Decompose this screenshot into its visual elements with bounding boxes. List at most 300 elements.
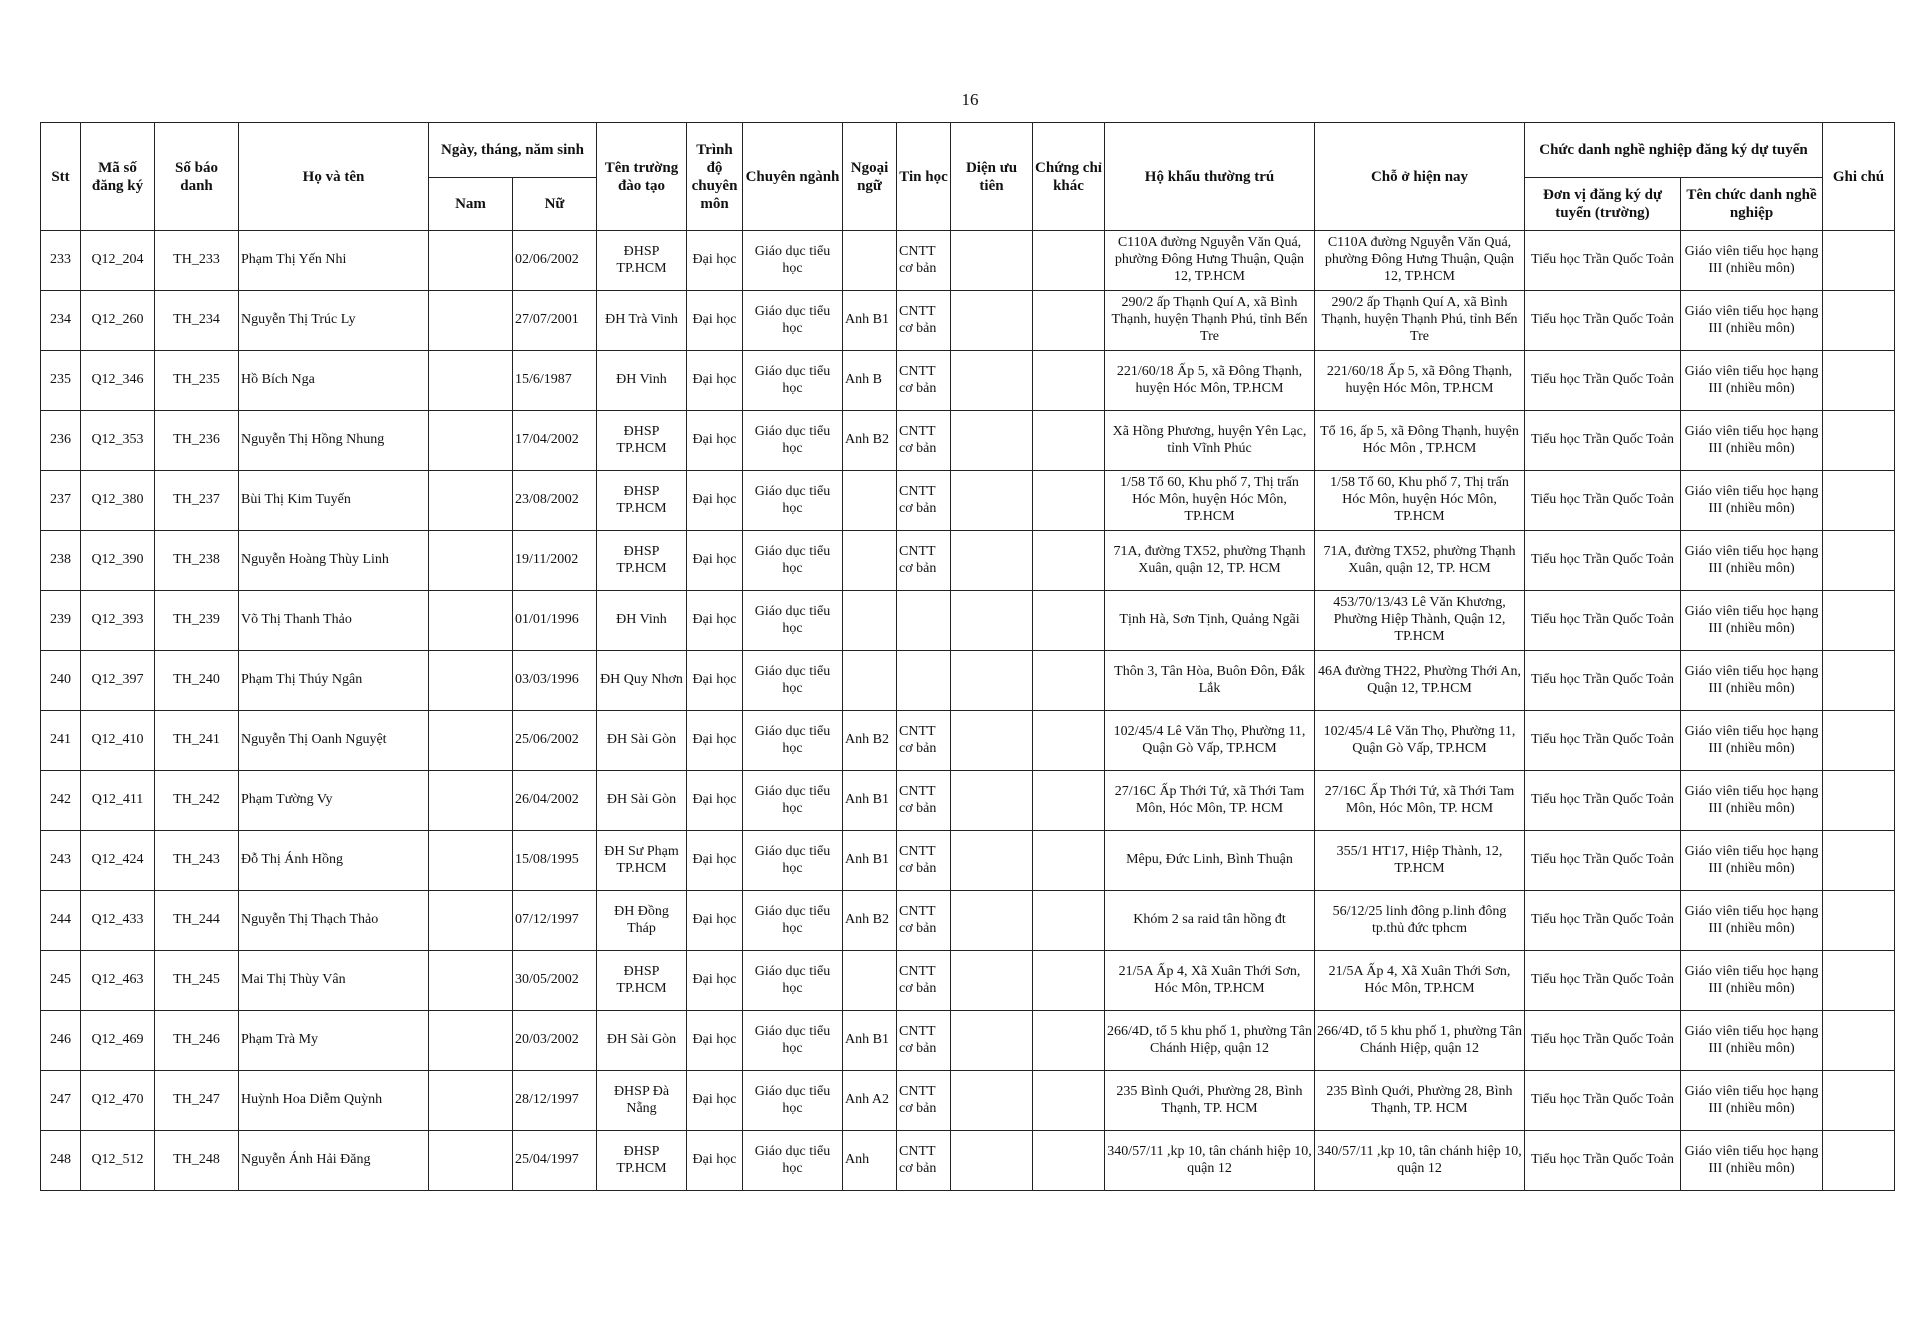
ngoai-ngu-cell: Anh B2	[843, 711, 897, 771]
don-vi-cell: Tiểu học Trần Quốc Toản	[1525, 471, 1681, 531]
don-vi-cell: Tiểu học Trần Quốc Toản	[1525, 411, 1681, 471]
ho-ten-cell: Đỗ Thị Ánh Hồng	[239, 831, 429, 891]
header-chung-chi: Chứng chỉ khác	[1033, 123, 1105, 231]
don-vi-cell: Tiểu học Trần Quốc Toản	[1525, 531, 1681, 591]
tin-hoc-cell: CNTT cơ bản	[897, 231, 951, 291]
chuyen-nganh-cell: Giáo dục tiểu học	[743, 1131, 843, 1191]
nu-cell: 01/01/1996	[513, 591, 597, 651]
dien-uu-tien-cell	[951, 651, 1033, 711]
so-bao-danh-cell: TH_242	[155, 771, 239, 831]
don-vi-cell: Tiểu học Trần Quốc Toản	[1525, 231, 1681, 291]
so-bao-danh-cell: TH_236	[155, 411, 239, 471]
header-ho-khau: Hộ khẩu thường trú	[1105, 123, 1315, 231]
nam-cell	[429, 651, 513, 711]
nu-cell: 27/07/2001	[513, 291, 597, 351]
chuyen-nganh-cell: Giáo dục tiểu học	[743, 1011, 843, 1071]
nu-cell: 15/6/1987	[513, 351, 597, 411]
stt-cell: 246	[41, 1011, 81, 1071]
header-nam: Nam	[429, 178, 513, 231]
trinh-do-cell: Đại học	[687, 951, 743, 1011]
stt-cell: 239	[41, 591, 81, 651]
stt-cell: 233	[41, 231, 81, 291]
ho-khau-cell: C110A đường Nguyễn Văn Quá, phường Đông Hưng Thuận, Quận 12, TP.HCM	[1105, 231, 1315, 291]
cho-o-cell: 340/57/11 ,kp 10, tân chánh hiệp 10, quận 12	[1315, 1131, 1525, 1191]
nam-cell	[429, 951, 513, 1011]
stt-cell: 242	[41, 771, 81, 831]
dien-uu-tien-cell	[951, 831, 1033, 891]
tin-hoc-cell: CNTT cơ bản	[897, 1011, 951, 1071]
dien-uu-tien-cell	[951, 711, 1033, 771]
dien-uu-tien-cell	[951, 351, 1033, 411]
nu-cell: 26/04/2002	[513, 771, 597, 831]
table-row	[41, 411, 1895, 471]
chung-chi-cell	[1033, 351, 1105, 411]
stt-cell: 235	[41, 351, 81, 411]
cho-o-cell: 453/70/13/43 Lê Văn Khương, Phường Hiệp Thành, Quận 12, TP.HCM	[1315, 591, 1525, 651]
chuyen-nganh-cell: Giáo dục tiểu học	[743, 651, 843, 711]
table-row	[41, 1011, 1895, 1071]
so-bao-danh-cell: TH_239	[155, 591, 239, 651]
ghi-chu-cell	[1823, 651, 1895, 711]
header-ma-so: Mã số đăng ký	[81, 123, 155, 231]
truong-cell: ĐH Sư Phạm TP.HCM	[597, 831, 687, 891]
cho-o-cell: 355/1 HT17, Hiệp Thành, 12, TP.HCM	[1315, 831, 1525, 891]
ho-khau-cell: Thôn 3, Tân Hòa, Buôn Đôn, Đắk Lắk	[1105, 651, 1315, 711]
nam-cell	[429, 351, 513, 411]
chung-chi-cell	[1033, 591, 1105, 651]
dien-uu-tien-cell	[951, 291, 1033, 351]
header-nu: Nữ	[513, 178, 597, 231]
ngoai-ngu-cell: Anh	[843, 1131, 897, 1191]
chuyen-nganh-cell: Giáo dục tiểu học	[743, 891, 843, 951]
truong-cell: ĐHSP TP.HCM	[597, 471, 687, 531]
chuyen-nganh-cell: Giáo dục tiểu học	[743, 411, 843, 471]
ma-so-cell: Q12_353	[81, 411, 155, 471]
ho-khau-cell: 221/60/18 Ấp 5, xã Đông Thạnh, huyện Hóc Môn, TP.HCM	[1105, 351, 1315, 411]
chung-chi-cell	[1033, 771, 1105, 831]
chuyen-nganh-cell: Giáo dục tiểu học	[743, 771, 843, 831]
ma-so-cell: Q12_260	[81, 291, 155, 351]
ma-so-cell: Q12_393	[81, 591, 155, 651]
header-ghi-chu: Ghi chú	[1823, 123, 1895, 231]
chuyen-nganh-cell: Giáo dục tiểu học	[743, 351, 843, 411]
table-row	[41, 531, 1895, 591]
nu-cell: 25/06/2002	[513, 711, 597, 771]
header-chuc-danh: Chức danh nghề nghiệp đăng ký dự tuyển	[1525, 123, 1823, 178]
chung-chi-cell	[1033, 891, 1105, 951]
ghi-chu-cell	[1823, 831, 1895, 891]
header-tin-hoc: Tin học	[897, 123, 951, 231]
ho-khau-cell: 1/58 Tổ 60, Khu phố 7, Thị trấn Hóc Môn, huyện Hóc Môn, TP.HCM	[1105, 471, 1315, 531]
header-stt: Stt	[41, 123, 81, 231]
ho-ten-cell: Phạm Thị Thúy Ngân	[239, 651, 429, 711]
chung-chi-cell	[1033, 1131, 1105, 1191]
cho-o-cell: 266/4D, tổ 5 khu phố 1, phường Tân Chánh Hiệp, quận 12	[1315, 1011, 1525, 1071]
ho-khau-cell: Xã Hồng Phương, huyện Yên Lạc, tỉnh Vĩnh Phúc	[1105, 411, 1315, 471]
chuc-danh-cell: Giáo viên tiểu học hạng III (nhiều môn)	[1681, 711, 1823, 771]
chuc-danh-cell: Giáo viên tiểu học hạng III (nhiều môn)	[1681, 891, 1823, 951]
truong-cell: ĐHSP TP.HCM	[597, 411, 687, 471]
truong-cell: ĐHSP TP.HCM	[597, 531, 687, 591]
table-row	[41, 591, 1895, 651]
ho-khau-cell: 71A, đường TX52, phường Thạnh Xuân, quận 12, TP. HCM	[1105, 531, 1315, 591]
chuc-danh-cell: Giáo viên tiểu học hạng III (nhiều môn)	[1681, 1131, 1823, 1191]
trinh-do-cell: Đại học	[687, 651, 743, 711]
table-row	[41, 231, 1895, 291]
so-bao-danh-cell: TH_233	[155, 231, 239, 291]
chung-chi-cell	[1033, 711, 1105, 771]
ma-so-cell: Q12_380	[81, 471, 155, 531]
stt-cell: 247	[41, 1071, 81, 1131]
so-bao-danh-cell: TH_235	[155, 351, 239, 411]
ghi-chu-cell	[1823, 411, 1895, 471]
header-dien-uu-tien: Diện ưu tiên	[951, 123, 1033, 231]
chuc-danh-cell: Giáo viên tiểu học hạng III (nhiều môn)	[1681, 411, 1823, 471]
stt-cell: 234	[41, 291, 81, 351]
truong-cell: ĐH Trà Vinh	[597, 291, 687, 351]
ngoai-ngu-cell: Anh B2	[843, 891, 897, 951]
nu-cell: 07/12/1997	[513, 891, 597, 951]
tin-hoc-cell	[897, 651, 951, 711]
so-bao-danh-cell: TH_237	[155, 471, 239, 531]
chuyen-nganh-cell: Giáo dục tiểu học	[743, 591, 843, 651]
trinh-do-cell: Đại học	[687, 471, 743, 531]
cho-o-cell: C110A đường Nguyễn Văn Quá, phường Đông Hưng Thuận, Quận 12, TP.HCM	[1315, 231, 1525, 291]
ma-so-cell: Q12_390	[81, 531, 155, 591]
cho-o-cell: 235 Bình Quới, Phường 28, Bình Thạnh, TP. HCM	[1315, 1071, 1525, 1131]
so-bao-danh-cell: TH_248	[155, 1131, 239, 1191]
trinh-do-cell: Đại học	[687, 1071, 743, 1131]
trinh-do-cell: Đại học	[687, 351, 743, 411]
nam-cell	[429, 1011, 513, 1071]
stt-cell: 236	[41, 411, 81, 471]
nam-cell	[429, 591, 513, 651]
ho-khau-cell: 27/16C Ấp Thới Tứ, xã Thới Tam Môn, Hóc Môn, TP. HCM	[1105, 771, 1315, 831]
nu-cell: 19/11/2002	[513, 531, 597, 591]
ghi-chu-cell	[1823, 1071, 1895, 1131]
ma-so-cell: Q12_463	[81, 951, 155, 1011]
dien-uu-tien-cell	[951, 891, 1033, 951]
chuc-danh-cell: Giáo viên tiểu học hạng III (nhiều môn)	[1681, 531, 1823, 591]
nu-cell: 20/03/2002	[513, 1011, 597, 1071]
trinh-do-cell: Đại học	[687, 1011, 743, 1071]
chuc-danh-cell: Giáo viên tiểu học hạng III (nhiều môn)	[1681, 351, 1823, 411]
chung-chi-cell	[1033, 411, 1105, 471]
stt-cell: 237	[41, 471, 81, 531]
nam-cell	[429, 1071, 513, 1131]
dien-uu-tien-cell	[951, 951, 1033, 1011]
nu-cell: 17/04/2002	[513, 411, 597, 471]
chuc-danh-cell: Giáo viên tiểu học hạng III (nhiều môn)	[1681, 951, 1823, 1011]
chuyen-nganh-cell: Giáo dục tiểu học	[743, 951, 843, 1011]
header-ngay-sinh: Ngày, tháng, năm sinh	[429, 123, 597, 178]
nu-cell: 02/06/2002	[513, 231, 597, 291]
header-ngoai-ngu: Ngoại ngữ	[843, 123, 897, 231]
ma-so-cell: Q12_470	[81, 1071, 155, 1131]
ma-so-cell: Q12_410	[81, 711, 155, 771]
dien-uu-tien-cell	[951, 531, 1033, 591]
chuyen-nganh-cell: Giáo dục tiểu học	[743, 1071, 843, 1131]
don-vi-cell: Tiểu học Trần Quốc Toản	[1525, 771, 1681, 831]
chuc-danh-cell: Giáo viên tiểu học hạng III (nhiều môn)	[1681, 1011, 1823, 1071]
chuyen-nganh-cell: Giáo dục tiểu học	[743, 471, 843, 531]
chuc-danh-cell: Giáo viên tiểu học hạng III (nhiều môn)	[1681, 231, 1823, 291]
nu-cell: 30/05/2002	[513, 951, 597, 1011]
header-chuyen-nganh: Chuyên ngành	[743, 123, 843, 231]
chuyen-nganh-cell: Giáo dục tiểu học	[743, 711, 843, 771]
ho-khau-cell: 21/5A Ấp 4, Xã Xuân Thới Sơn, Hóc Môn, TP.HCM	[1105, 951, 1315, 1011]
chung-chi-cell	[1033, 951, 1105, 1011]
truong-cell: ĐHSP TP.HCM	[597, 951, 687, 1011]
dien-uu-tien-cell	[951, 771, 1033, 831]
nam-cell	[429, 291, 513, 351]
cho-o-cell: 71A, đường TX52, phường Thạnh Xuân, quận 12, TP. HCM	[1315, 531, 1525, 591]
chuc-danh-cell: Giáo viên tiểu học hạng III (nhiều môn)	[1681, 831, 1823, 891]
ho-ten-cell: Phạm Thị Yến Nhi	[239, 231, 429, 291]
ho-khau-cell: Mêpu, Đức Linh, Bình Thuận	[1105, 831, 1315, 891]
chuc-danh-cell: Giáo viên tiểu học hạng III (nhiều môn)	[1681, 471, 1823, 531]
ngoai-ngu-cell	[843, 231, 897, 291]
truong-cell: ĐH Sài Gòn	[597, 711, 687, 771]
dien-uu-tien-cell	[951, 231, 1033, 291]
cho-o-cell: 1/58 Tổ 60, Khu phố 7, Thị trấn Hóc Môn, huyện Hóc Môn, TP.HCM	[1315, 471, 1525, 531]
stt-cell: 240	[41, 651, 81, 711]
table-row	[41, 351, 1895, 411]
ngoai-ngu-cell: Anh A2	[843, 1071, 897, 1131]
chung-chi-cell	[1033, 831, 1105, 891]
truong-cell: ĐHSP Đà Nẵng	[597, 1071, 687, 1131]
nam-cell	[429, 471, 513, 531]
cho-o-cell: 27/16C Ấp Thới Tứ, xã Thới Tam Môn, Hóc Môn, TP. HCM	[1315, 771, 1525, 831]
header-don-vi: Đơn vị đăng ký dự tuyển (trường)	[1525, 178, 1681, 231]
tin-hoc-cell: CNTT cơ bản	[897, 471, 951, 531]
trinh-do-cell: Đại học	[687, 531, 743, 591]
ho-ten-cell: Nguyễn Thị Oanh Nguyệt	[239, 711, 429, 771]
don-vi-cell: Tiểu học Trần Quốc Toản	[1525, 831, 1681, 891]
so-bao-danh-cell: TH_247	[155, 1071, 239, 1131]
nam-cell	[429, 891, 513, 951]
nam-cell	[429, 831, 513, 891]
ho-khau-cell: 290/2 ấp Thạnh Quí A, xã Bình Thạnh, huyện Thạnh Phú, tỉnh Bến Tre	[1105, 291, 1315, 351]
tin-hoc-cell: CNTT cơ bản	[897, 711, 951, 771]
trinh-do-cell: Đại học	[687, 891, 743, 951]
chuc-danh-cell: Giáo viên tiểu học hạng III (nhiều môn)	[1681, 1071, 1823, 1131]
ghi-chu-cell	[1823, 351, 1895, 411]
trinh-do-cell: Đại học	[687, 591, 743, 651]
ghi-chu-cell	[1823, 591, 1895, 651]
ho-khau-cell: Khóm 2 sa raid tân hồng đt	[1105, 891, 1315, 951]
header-ten-chuc-danh: Tên chức danh nghề nghiệp	[1681, 178, 1823, 231]
ngoai-ngu-cell	[843, 951, 897, 1011]
tin-hoc-cell: CNTT cơ bản	[897, 891, 951, 951]
ho-ten-cell: Nguyễn Thị Trúc Ly	[239, 291, 429, 351]
don-vi-cell: Tiểu học Trần Quốc Toản	[1525, 591, 1681, 651]
chuyen-nganh-cell: Giáo dục tiểu học	[743, 231, 843, 291]
truong-cell: ĐHSP TP.HCM	[597, 1131, 687, 1191]
ghi-chu-cell	[1823, 1131, 1895, 1191]
ma-so-cell: Q12_397	[81, 651, 155, 711]
so-bao-danh-cell: TH_243	[155, 831, 239, 891]
stt-cell: 241	[41, 711, 81, 771]
don-vi-cell: Tiểu học Trần Quốc Toản	[1525, 291, 1681, 351]
chung-chi-cell	[1033, 231, 1105, 291]
truong-cell: ĐH Vinh	[597, 591, 687, 651]
nam-cell	[429, 711, 513, 771]
chuc-danh-cell: Giáo viên tiểu học hạng III (nhiều môn)	[1681, 591, 1823, 651]
so-bao-danh-cell: TH_246	[155, 1011, 239, 1071]
ho-ten-cell: Nguyễn Thị Thạch Thảo	[239, 891, 429, 951]
chuyen-nganh-cell: Giáo dục tiểu học	[743, 291, 843, 351]
nu-cell: 25/04/1997	[513, 1131, 597, 1191]
table-row	[41, 1131, 1895, 1191]
header-so-bao-danh: Số báo danh	[155, 123, 239, 231]
stt-cell: 244	[41, 891, 81, 951]
tin-hoc-cell: CNTT cơ bản	[897, 531, 951, 591]
nu-cell: 28/12/1997	[513, 1071, 597, 1131]
dien-uu-tien-cell	[951, 1131, 1033, 1191]
nu-cell: 15/08/1995	[513, 831, 597, 891]
chuc-danh-cell: Giáo viên tiểu học hạng III (nhiều môn)	[1681, 291, 1823, 351]
ngoai-ngu-cell: Anh B1	[843, 831, 897, 891]
table-row	[41, 831, 1895, 891]
ghi-chu-cell	[1823, 951, 1895, 1011]
ho-ten-cell: Bùi Thị Kim Tuyến	[239, 471, 429, 531]
nam-cell	[429, 531, 513, 591]
truong-cell: ĐH Sài Gòn	[597, 771, 687, 831]
chung-chi-cell	[1033, 651, 1105, 711]
ngoai-ngu-cell	[843, 471, 897, 531]
ho-ten-cell: Võ Thị Thanh Thảo	[239, 591, 429, 651]
ho-ten-cell: Nguyễn Ánh Hải Đăng	[239, 1131, 429, 1191]
don-vi-cell: Tiểu học Trần Quốc Toản	[1525, 1011, 1681, 1071]
tin-hoc-cell: CNTT cơ bản	[897, 291, 951, 351]
ngoai-ngu-cell	[843, 651, 897, 711]
dien-uu-tien-cell	[951, 1011, 1033, 1071]
table-row	[41, 291, 1895, 351]
ghi-chu-cell	[1823, 471, 1895, 531]
table-row	[41, 471, 1895, 531]
trinh-do-cell: Đại học	[687, 1131, 743, 1191]
dien-uu-tien-cell	[951, 1071, 1033, 1131]
chung-chi-cell	[1033, 531, 1105, 591]
ma-so-cell: Q12_469	[81, 1011, 155, 1071]
ho-khau-cell: 235 Bình Quới, Phường 28, Bình Thạnh, TP. HCM	[1105, 1071, 1315, 1131]
ho-ten-cell: Hồ Bích Nga	[239, 351, 429, 411]
trinh-do-cell: Đại học	[687, 291, 743, 351]
nu-cell: 23/08/2002	[513, 471, 597, 531]
ngoai-ngu-cell: Anh B1	[843, 1011, 897, 1071]
tin-hoc-cell: CNTT cơ bản	[897, 411, 951, 471]
truong-cell: ĐH Vinh	[597, 351, 687, 411]
ngoai-ngu-cell	[843, 591, 897, 651]
ho-khau-cell: 340/57/11 ,kp 10, tân chánh hiệp 10, quận 12	[1105, 1131, 1315, 1191]
header-trinh-do: Trình độ chuyên môn	[687, 123, 743, 231]
ma-so-cell: Q12_424	[81, 831, 155, 891]
ghi-chu-cell	[1823, 231, 1895, 291]
cho-o-cell: Tổ 16, ấp 5, xã Đông Thạnh, huyện Hóc Môn , TP.HCM	[1315, 411, 1525, 471]
tin-hoc-cell: CNTT cơ bản	[897, 1131, 951, 1191]
tin-hoc-cell: CNTT cơ bản	[897, 951, 951, 1011]
candidate-table	[40, 122, 1895, 1191]
don-vi-cell: Tiểu học Trần Quốc Toản	[1525, 891, 1681, 951]
header-cho-o: Chỗ ở hiện nay	[1315, 123, 1525, 231]
ho-ten-cell: Huỳnh Hoa Diễm Quỳnh	[239, 1071, 429, 1131]
so-bao-danh-cell: TH_244	[155, 891, 239, 951]
ho-khau-cell: 102/45/4 Lê Văn Thọ, Phường 11, Quận Gò Vấp, TP.HCM	[1105, 711, 1315, 771]
cho-o-cell: 102/45/4 Lê Văn Thọ, Phường 11, Quận Gò Vấp, TP.HCM	[1315, 711, 1525, 771]
tin-hoc-cell	[897, 591, 951, 651]
tin-hoc-cell: CNTT cơ bản	[897, 1071, 951, 1131]
ho-khau-cell: 266/4D, tổ 5 khu phố 1, phường Tân Chánh Hiệp, quận 12	[1105, 1011, 1315, 1071]
table-row	[41, 711, 1895, 771]
nu-cell: 03/03/1996	[513, 651, 597, 711]
table-row	[41, 891, 1895, 951]
nam-cell	[429, 771, 513, 831]
ho-ten-cell: Mai Thị Thùy Vân	[239, 951, 429, 1011]
truong-cell: ĐHSP TP.HCM	[597, 231, 687, 291]
ghi-chu-cell	[1823, 291, 1895, 351]
ho-ten-cell: Phạm Trà My	[239, 1011, 429, 1071]
cho-o-cell: 221/60/18 Ấp 5, xã Đông Thạnh, huyện Hóc Môn, TP.HCM	[1315, 351, 1525, 411]
so-bao-danh-cell: TH_240	[155, 651, 239, 711]
stt-cell: 245	[41, 951, 81, 1011]
chung-chi-cell	[1033, 1071, 1105, 1131]
don-vi-cell: Tiểu học Trần Quốc Toản	[1525, 651, 1681, 711]
nam-cell	[429, 231, 513, 291]
ngoai-ngu-cell: Anh B1	[843, 291, 897, 351]
nam-cell	[429, 1131, 513, 1191]
cho-o-cell: 46A đường TH22, Phường Thới An, Quận 12, TP.HCM	[1315, 651, 1525, 711]
ma-so-cell: Q12_433	[81, 891, 155, 951]
ma-so-cell: Q12_204	[81, 231, 155, 291]
stt-cell: 248	[41, 1131, 81, 1191]
ho-khau-cell: Tịnh Hà, Sơn Tịnh, Quảng Ngãi	[1105, 591, 1315, 651]
ghi-chu-cell	[1823, 1011, 1895, 1071]
don-vi-cell: Tiểu học Trần Quốc Toản	[1525, 1071, 1681, 1131]
ho-ten-cell: Phạm Tường Vy	[239, 771, 429, 831]
so-bao-danh-cell: TH_241	[155, 711, 239, 771]
trinh-do-cell: Đại học	[687, 771, 743, 831]
ngoai-ngu-cell: Anh B2	[843, 411, 897, 471]
dien-uu-tien-cell	[951, 411, 1033, 471]
cho-o-cell: 21/5A Ấp 4, Xã Xuân Thới Sơn, Hóc Môn, TP.HCM	[1315, 951, 1525, 1011]
ma-so-cell: Q12_346	[81, 351, 155, 411]
stt-cell: 243	[41, 831, 81, 891]
stt-cell: 238	[41, 531, 81, 591]
trinh-do-cell: Đại học	[687, 831, 743, 891]
chuc-danh-cell: Giáo viên tiểu học hạng III (nhiều môn)	[1681, 651, 1823, 711]
chung-chi-cell	[1033, 291, 1105, 351]
chuyen-nganh-cell: Giáo dục tiểu học	[743, 831, 843, 891]
header-truong: Tên trường đào tạo	[597, 123, 687, 231]
page-number: 16	[961, 90, 979, 109]
tin-hoc-cell: CNTT cơ bản	[897, 831, 951, 891]
don-vi-cell: Tiểu học Trần Quốc Toản	[1525, 1131, 1681, 1191]
tin-hoc-cell: CNTT cơ bản	[897, 771, 951, 831]
cho-o-cell: 56/12/25 linh đông p.linh đông tp.thủ đức tphcm	[1315, 891, 1525, 951]
chuc-danh-cell: Giáo viên tiểu học hạng III (nhiều môn)	[1681, 771, 1823, 831]
don-vi-cell: Tiểu học Trần Quốc Toản	[1525, 351, 1681, 411]
chung-chi-cell	[1033, 471, 1105, 531]
ghi-chu-cell	[1823, 891, 1895, 951]
ngoai-ngu-cell: Anh B1	[843, 771, 897, 831]
table-row	[41, 951, 1895, 1011]
chuyen-nganh-cell: Giáo dục tiểu học	[743, 531, 843, 591]
table-row	[41, 1071, 1895, 1131]
ngoai-ngu-cell	[843, 531, 897, 591]
so-bao-danh-cell: TH_238	[155, 531, 239, 591]
dien-uu-tien-cell	[951, 471, 1033, 531]
